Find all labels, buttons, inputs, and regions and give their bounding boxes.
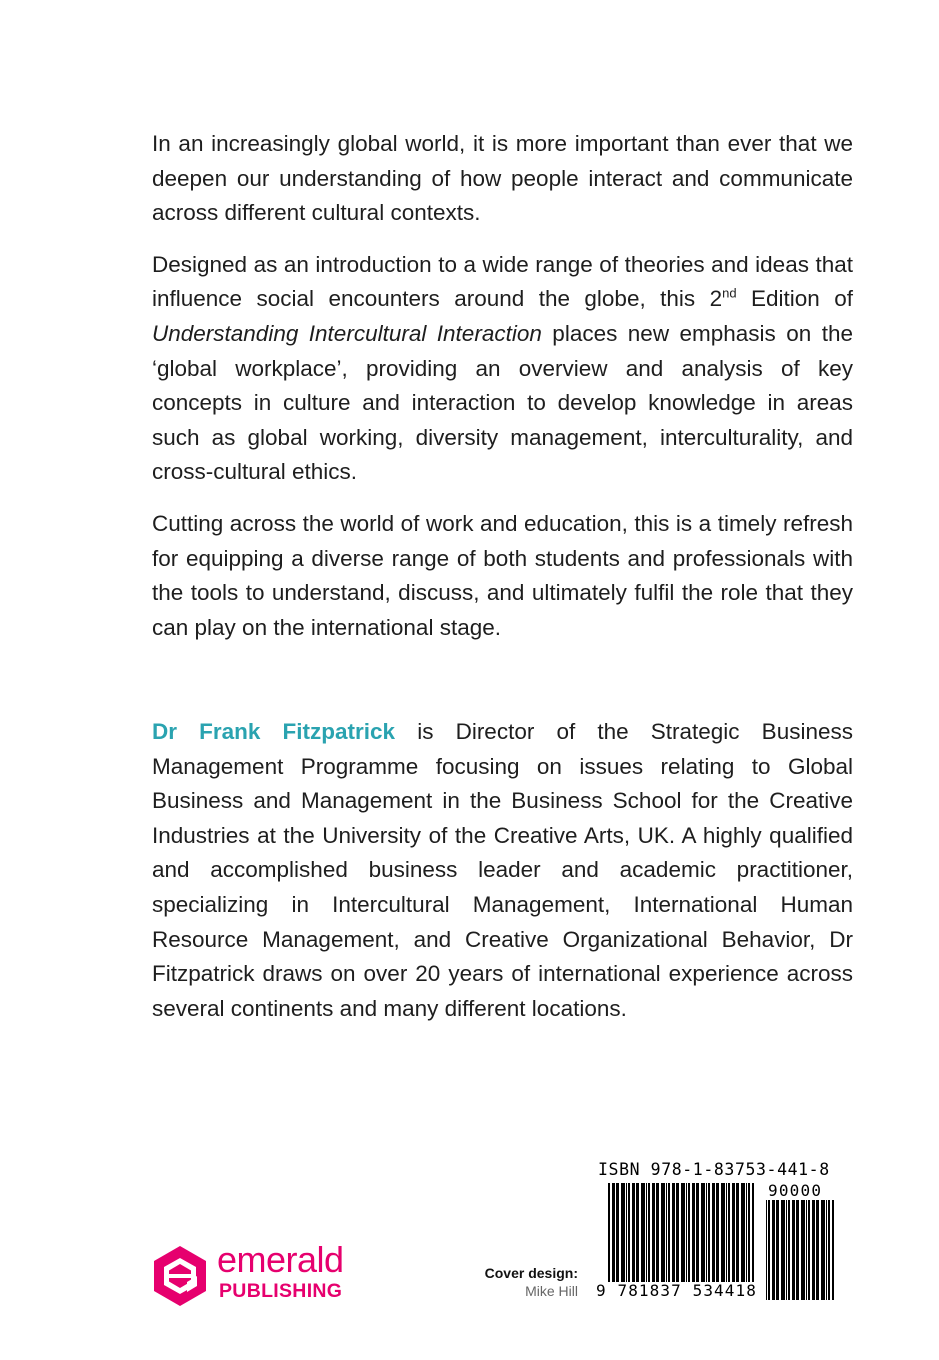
barcode-bar [796, 1200, 799, 1300]
barcode-bar [786, 1200, 787, 1300]
barcode-bar [788, 1200, 790, 1300]
emerald-publishing-logo [151, 1239, 391, 1308]
barcode-bar [776, 1200, 779, 1300]
barcode-bar [801, 1200, 805, 1300]
barcode-bar [826, 1200, 827, 1300]
blurb-paragraph-1: In an increasingly global world, it is more important than ever that we deepen our understanding of how people interact and communicate across different cultural contexts. [152, 131, 853, 226]
isbn-addon-barcode [766, 1200, 834, 1300]
book-title: Understanding Intercultural Interaction [152, 320, 542, 346]
barcode-bar [812, 1200, 815, 1300]
emerald-hexagon-icon [151, 1244, 209, 1308]
credit-name: Mike Hill [525, 1283, 578, 1299]
back-cover-blurb [152, 127, 853, 662]
credit-label: Cover design: [484, 1265, 578, 1281]
blurb-paragraph-2: Designed as an introduction to a wide range of theories and ideas that influence social encounters around the globe, this 2nd Edition of Understanding Intercultural Interaction places new emphasis on the ‘global workplace’, providing an overview and analysis of key concepts in culture and interaction to develop knowledge in areas such as global working, diversity management, interculturality, and cross-cultural ethics. [152, 251, 854, 485]
author-name: Dr Frank Fitzpatrick [152, 719, 396, 744]
barcode-bar [828, 1200, 830, 1300]
barcode-bar [766, 1200, 767, 1300]
logo-subtitle: PUBLISHING [219, 1280, 343, 1302]
barcode-bar [832, 1200, 834, 1300]
logo-wordmark: emerald [217, 1239, 344, 1280]
barcode-bar [772, 1200, 775, 1300]
cover-design-credit [485, 1264, 578, 1300]
barcode-bar [781, 1200, 785, 1300]
barcode-bar [768, 1200, 770, 1300]
barcode-bar [792, 1200, 795, 1300]
barcode-digits: 9 781837 534418 [596, 1281, 757, 1300]
barcode-bar [821, 1200, 825, 1300]
barcode-bar [806, 1200, 807, 1300]
isbn-text: ISBN 978-1-83753-441-8 [598, 1160, 830, 1179]
blurb-paragraph-3: Cutting across the world of work and education, this is a timely refresh for equipping a diverse range of both students and professionals with the tools to understand, discuss, and ultimately fulfil the role that they can play on the international stage. [152, 510, 853, 640]
isbn-price-code: 90000 [768, 1181, 823, 1200]
author-bio [152, 715, 853, 1043]
barcode-bar [808, 1200, 810, 1300]
barcode-bar [816, 1200, 819, 1300]
author-bio-text: is Director of the Strategic Business Management Programme focusing on issues relating to Global Business and Management in the Business School for the Creative Industries at the University of the Creative Arts, UK. A highly qualified and accomplished business leader and academic practitioner, specializing in Intercultural Management, International Human Resource Management, and Creative Organizational Behavior, Dr Fitzpatrick draws on over 20 years of international experience across several continents and many different locations. [152, 719, 853, 1021]
